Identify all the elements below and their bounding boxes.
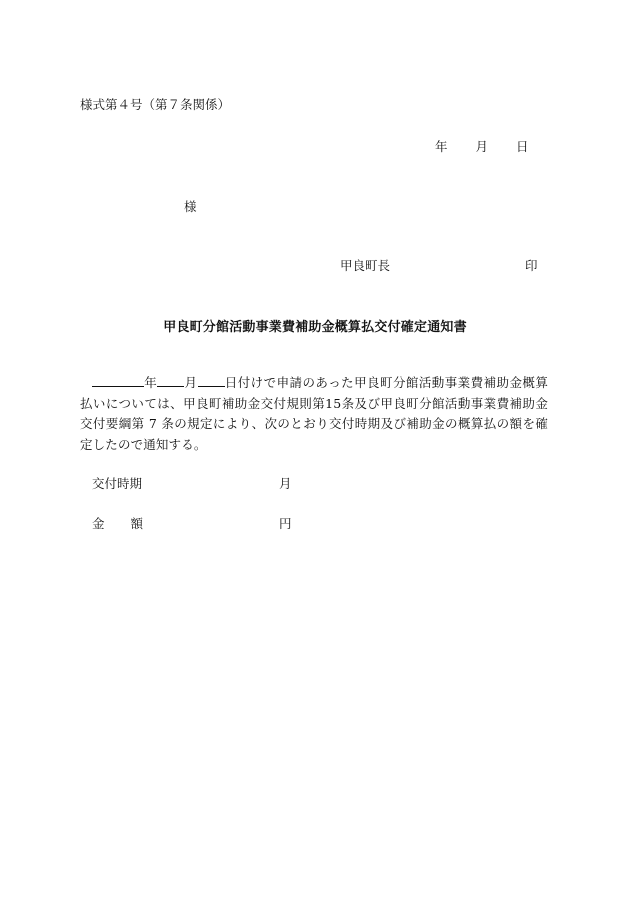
issuer-title: 甲良町長 bbox=[340, 258, 391, 273]
form-number: 様式第４号（第７条関係） bbox=[80, 97, 231, 112]
notice-body-text: 日付けで申請のあった甲良町分館活動事業費補助金概算払いについては、甲良町補助金交付規則第15条及び甲良町分館活動事業費補助金交付要綱第 7 条の規定により、次のとおり交付時期及び補助金の概算払の額を確定したので通知する。 bbox=[80, 375, 548, 452]
year-blank bbox=[92, 373, 144, 387]
delivery-period-label: 交付時期 bbox=[92, 476, 143, 491]
seal-mark: 印 bbox=[525, 258, 538, 273]
addressee-honorific: 様 bbox=[184, 199, 197, 214]
amount-label-second: 額 bbox=[130, 516, 144, 531]
amount-label bbox=[92, 514, 143, 532]
day-blank bbox=[198, 373, 225, 387]
amount-unit: 円 bbox=[279, 516, 292, 531]
date-day-label: 日 bbox=[516, 139, 529, 154]
document-title: 甲良町分館活動事業費補助金概算払交付確定通知書 bbox=[163, 320, 467, 335]
date-line bbox=[435, 137, 529, 155]
notice-body bbox=[80, 373, 548, 455]
date-year-label: 年 bbox=[435, 139, 448, 154]
year-suffix: 年 bbox=[144, 375, 158, 390]
date-month-label: 月 bbox=[475, 139, 489, 154]
month-suffix: 月 bbox=[184, 375, 198, 390]
month-blank bbox=[157, 373, 184, 387]
amount-label-first: 金 bbox=[92, 516, 105, 531]
delivery-period-unit: 月 bbox=[279, 476, 292, 491]
